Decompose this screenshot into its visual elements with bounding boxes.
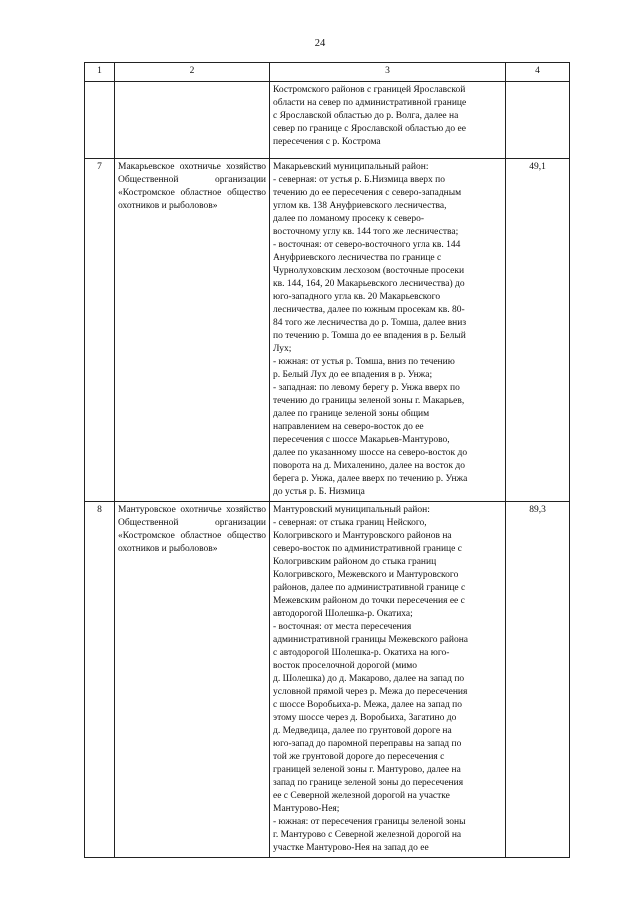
description-line: 84 того же лесничества до р. Томша, далее вниз bbox=[273, 318, 467, 328]
header-cell-1: 1 bbox=[85, 63, 115, 82]
description-line: с автодорогой Шолешка-р. Окатиха на юго- bbox=[273, 648, 450, 658]
row-number: 8 bbox=[85, 502, 115, 858]
description-line: берега р. Унжа, далее вверх по течению р. Унжа bbox=[273, 474, 468, 484]
header-cell-2: 2 bbox=[115, 63, 270, 82]
description-line: д. Шолешка) до д. Макарово, далее на запад по bbox=[273, 674, 465, 684]
description-line: ее с Северной железной дорогой на участке bbox=[273, 791, 450, 801]
description-line: углом кв. 138 Ануфриевского лесничества, bbox=[273, 201, 447, 211]
description-line: - южная: от устья р. Томша, вниз по течению bbox=[273, 357, 455, 367]
continuation-num-cell bbox=[85, 82, 115, 159]
description-line: поворота на д. Михаленино, далее на восток до bbox=[273, 461, 465, 471]
description-line: кв. 144, 164, 20 Макарьевского лесничества) до bbox=[273, 279, 465, 289]
description-line: Чурнолуховским лесхозом (восточные просеки bbox=[273, 266, 465, 276]
description-line: с Ярославской областью до р. Волга, далее на bbox=[273, 111, 459, 121]
boundary-description bbox=[270, 502, 506, 858]
description-line: административной границы Межевского района bbox=[273, 635, 469, 645]
description-line: районов, далее по административной границе с bbox=[273, 583, 466, 593]
description-line: условной прямой через р. Межа до пересечения bbox=[273, 687, 468, 697]
table-row bbox=[85, 502, 570, 858]
description-line: д. Медведица, далее по грунтовой дороге на bbox=[273, 726, 452, 736]
description-line: Лух; bbox=[273, 344, 292, 354]
description-line: Макарьевский муниципальный район: bbox=[273, 162, 429, 172]
description-line: юго-западного угла кв. 20 Макарьевского bbox=[273, 292, 441, 302]
description-line: Ануфриевского лесничества по границе с bbox=[273, 253, 442, 263]
description-line: - северная: от стыка границ Нейского, bbox=[273, 518, 427, 528]
description-line: автодорогой Шолешка-р. Окатиха; bbox=[273, 609, 413, 619]
description-line: Мантуровский муниципальный район: bbox=[273, 505, 430, 515]
description-line: Межевским районом до точки пересечения ее с bbox=[273, 596, 465, 606]
area-value: 89,3 bbox=[506, 502, 570, 858]
description-line: до устья р. Б. Низмица bbox=[273, 487, 365, 497]
continuation-name-cell bbox=[115, 82, 270, 159]
description-line: Кологривского и Мантуровского районов на bbox=[273, 531, 452, 541]
description-line: течению до ее пересечения с северо-западным bbox=[273, 188, 462, 198]
description-line: той же грунтовой дороге до пересечения с bbox=[273, 752, 445, 762]
description-line: течению до границы зеленой зоны г. Макарьев, bbox=[273, 396, 465, 406]
description-line: пересечения с шоссе Макарьев-Мантурово, bbox=[273, 435, 450, 445]
description-line: с шоссе Воробьиха-р. Межа, далее на запад по bbox=[273, 700, 462, 710]
description-line: юго-запад до паромной переправы на запад по bbox=[273, 739, 462, 749]
description-line: далее по границе зеленой зоны общим bbox=[273, 409, 430, 419]
table-header-row bbox=[85, 63, 570, 82]
description-line: далее по указанному шоссе на северо-восток до bbox=[273, 448, 468, 458]
description-line: - восточная: от места пересечения bbox=[273, 622, 412, 632]
description-line: север по границе с Ярославской областью до ее bbox=[273, 124, 466, 134]
description-line: - южная: от пересечения границы зеленой зоны bbox=[273, 817, 466, 827]
description-line: по течению р. Томша до ее впадения в р. Белый bbox=[273, 331, 466, 341]
description-line: области на север по административной границе bbox=[273, 98, 467, 108]
boundary-description bbox=[270, 159, 506, 502]
description-line: - восточная: от северо-восточного угла кв. 144 bbox=[273, 240, 461, 250]
header-cell-3: 3 bbox=[270, 63, 506, 82]
description-line: границей зеленой зоны г. Мантурово, далее на bbox=[273, 765, 461, 775]
description-line: - северная: от устья р. Б.Низмица вверх по bbox=[273, 175, 446, 185]
header-cell-4: 4 bbox=[506, 63, 570, 82]
description-line: далее по ломаному просеку к северо- bbox=[273, 214, 424, 224]
description-line: пересечения с р. Кострома bbox=[273, 137, 381, 147]
description-line: направлением на северо-восток до ее bbox=[273, 422, 424, 432]
continuation-row bbox=[85, 82, 570, 159]
hunting-grounds-table bbox=[84, 62, 570, 858]
description-line: запад по границе зеленой зоны до пересечения bbox=[273, 778, 464, 788]
description-line: Кологривского, Межевского и Мантуровского bbox=[273, 570, 459, 580]
area-value: 49,1 bbox=[506, 159, 570, 502]
description-line: северо-восток по административной границе с bbox=[273, 544, 462, 554]
row-number: 7 bbox=[85, 159, 115, 502]
hunting-ground-name: Мантуровское охотничье хозяйство Общественной организации «Костромское областное общество охотников и рыболовов» bbox=[115, 502, 270, 858]
continuation-description bbox=[270, 82, 506, 159]
description-line: Кологривским районом до стыка границ bbox=[273, 557, 437, 567]
description-line: восточному углу кв. 144 того же лесничества; bbox=[273, 227, 459, 237]
description-line: участке Мантурово-Нея на запад до ее bbox=[273, 843, 429, 853]
description-line: Мантурово-Нея; bbox=[273, 804, 340, 814]
description-line: г. Мантурово с Северной железной дорогой на bbox=[273, 830, 462, 840]
page-number: 24 bbox=[314, 38, 326, 49]
description-line: - западная: по левому берегу р. Унжа вверх по bbox=[273, 383, 460, 393]
continuation-area-cell bbox=[506, 82, 570, 159]
description-line: р. Белый Лух до ее впадения в р. Унжа; bbox=[273, 370, 433, 380]
table-row bbox=[85, 159, 570, 502]
hunting-ground-name: Макарьевское охотничье хозяйство Общественной организации «Костромское областное общество охотников и рыболовов» bbox=[115, 159, 270, 502]
description-line: восток проселочной дорогой (мимо bbox=[273, 661, 418, 671]
description-line: лесничества, далее по южным просекам кв. 80- bbox=[273, 305, 465, 315]
description-line: Костромского районов с границей Ярославской bbox=[273, 85, 466, 95]
description-line: этому шоссе через д. Воробьиха, Загатино до bbox=[273, 713, 457, 723]
